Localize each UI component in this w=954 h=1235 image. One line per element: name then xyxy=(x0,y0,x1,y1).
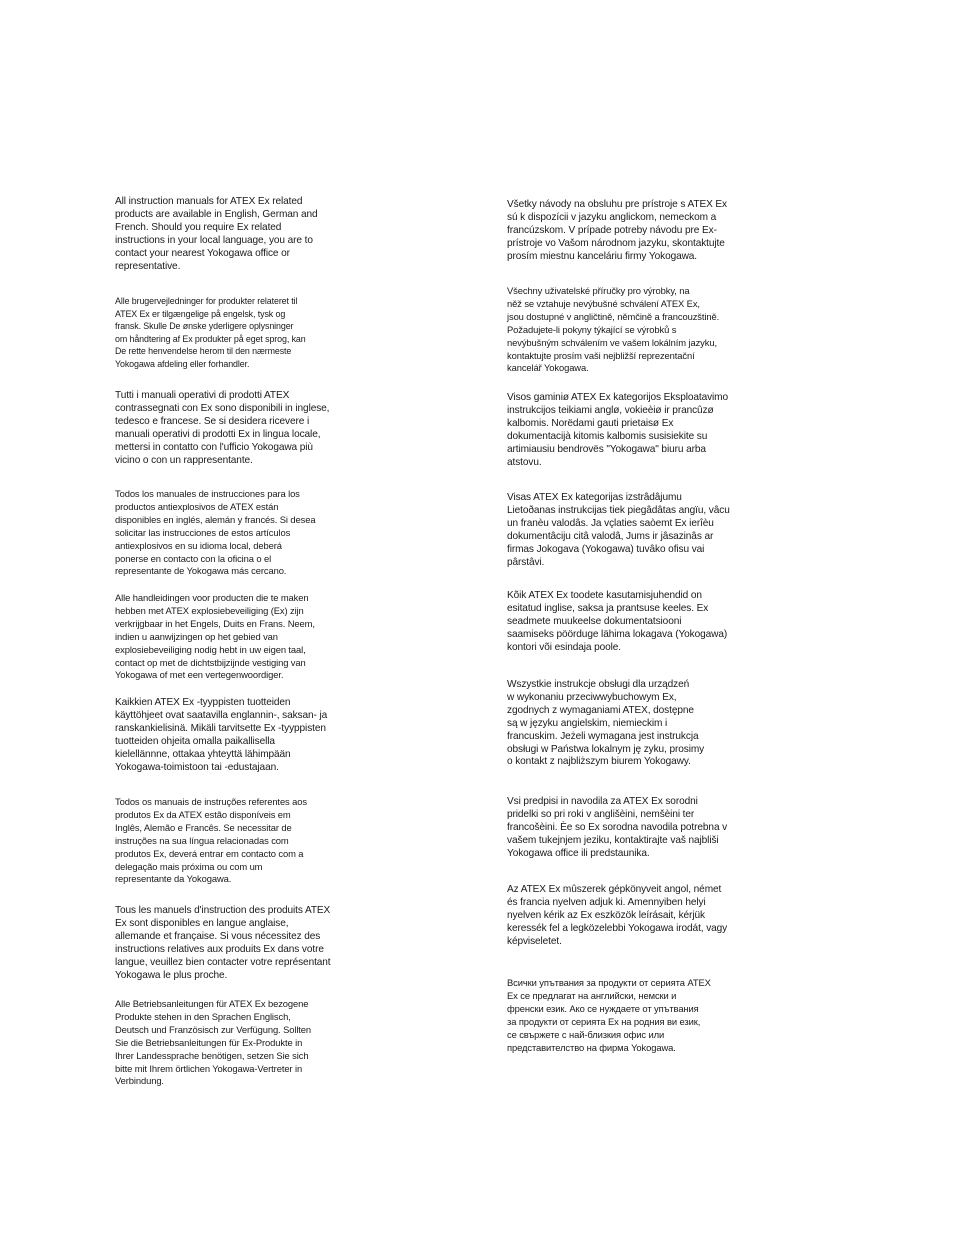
paragraph-portuguese: Todos os manuais de instruções referentes aos produtos Ex da ATEX estão disponíveis em Inglês, Alemão e Francês. Se necessitar de instruções na sua língua relacionadas com produtos Ex, deverá entrar em contacto com a delegação mais próxima ou com um representante da Yokogawa. xyxy=(115,796,307,885)
paragraph-french: Tous les manuels d'instruction des produits ATEX Ex sont disponibles en langue anglaise, allemande et française. Si vous nécessitez des instructions relatives aux produits Ex dans votre langue, veuillez bien contacter votre représentant Yokogawa le plus proche. xyxy=(115,905,331,981)
paragraph-slovenian: Vsi predpisi in navodila za ATEX Ex sorodni pridelki so pri roki v anglišèini, nemšèini ter francošèini. Èe so Ex sorodna navodila potrebna v vašem tukejnjem jeziku, kontaktirajte vaš najbliši Yokogawa office ili predstaunika. xyxy=(507,796,728,859)
paragraph-latvian: Visas ATEX Ex kategorijas izstrâdâjumu Lietoðanas instrukcijas tiek piegâdâtas angïu, vâcu un franèu valodâs. Ja vçlaties saòemt Ex ierîèu dokumentâciju citâ valodâ, Jums ir jâsazinâs ar firmas Jokogava (Yokogawa) tuvâko ofisu vai pârstâvi. xyxy=(507,492,730,568)
paragraph-german: Alle Betriebsanleitungen für ATEX Ex bezogene Produkte stehen in den Sprachen Englisch, Deutsch und Französisch zur Verfügung. Sollten Sie die Betriebsanleitungen für Ex-Produkte in Ihrer Landessprache benötigen, setzen Sie sich bitte mit Ihrem örtlichen Yokogawa-Vertreter in Verbindung. xyxy=(115,998,312,1087)
paragraph-hungarian: Az ATEX Ex mûszerek gépkönyveit angol, német és francia nyelven adjuk ki. Amennyiben helyi nyelven kérik az Ex eszközök leírásait, kérjük keressék fel a legközelebbi Yokogawa irodát, vagy képviseletet. xyxy=(507,884,728,947)
paragraph-slovak: Všetky návody na obsluhu pre prístroje s ATEX Ex sú k dispozícii v jazyku anglickom, nemeckom a francúzskom. V prípade potreby návodu pre Ex- prístroje vo Vašom národnom jazyku, skontaktujte prosím miestnu kanceláriu firmy Yokogawa. xyxy=(507,199,727,262)
paragraph-danish: Alle brugervejledninger for produkter relateret til ATEX Ex er tilgængelige på engelsk, tysk og fransk. Skulle De ønske yderligere oplysninger om håndtering af Ex produkter på eget sprog, kan De rette henvendelse herom til den nærmeste Yokogawa afdeling eller forhandler. xyxy=(115,296,306,369)
paragraph-finnish: Kaikkien ATEX Ex -tyyppisten tuotteiden käyttöhjeet ovat saatavilla englannin-, saksan- ja ranskankielisinä. Mikäli tarvitsette Ex -tyyppisten tuotteiden ohjeita omalla paikallisella kielellännne, ottakaa yhteyttä lähimpään Yokogawa-toimistoon tai -edustajaan. xyxy=(115,697,328,773)
paragraph-dutch: Alle handleidingen voor producten die te maken hebben met ATEX explosiebeveiliging (Ex) zijn verkrijgbaar in het Engels, Duits en Frans. Neem, indien u aanwijzingen op het gebied van explosiebeveiliging nodig hebt in uw eigen taal, contact op met de dichtstbijzijnde vestiging van Yokogawa of met een vertegenwoordiger. xyxy=(115,592,315,681)
paragraph-lithuanian: Visos gaminiø ATEX Ex kategorijos Eksploatavimo instrukcijos teikiami anglø, vokieèiø ir prancûzø kalbomis. Norëdami gauti prietaisø Ex dokumentacijà kitomis kalbomis susisiekite su artimiausiu bendrovës "Yokogawa" biuru arba atstovu. xyxy=(507,392,729,468)
paragraph-bulgarian: Всички упътвания за продукти от серията ATEX Ex се предлагат на английски, немски и френски език. Ако се нуждаете от упътвания за продукти от серията Ex на родния ви език, се свържете с най-близкия офис или представителство на фирма Yokogawa. xyxy=(507,977,711,1053)
paragraph-english: All instruction manuals for ATEX Ex related products are available in English, German and French. Should you require Ex related instructions in your local language, you are to contact your nearest Yokogawa office or representative. xyxy=(115,196,318,272)
paragraph-estonian: Kõik ATEX Ex toodete kasutamisjuhendid on esitatud inglise, saksa ja prantsuse keeles. Ex seadmete muukeelse dokumentatsiooni saamiseks pöörduge lähima lokagava (Yokogawa) kontori või esindaja poole. xyxy=(507,590,728,653)
paragraph-spanish: Todos los manuales de instrucciones para los productos antiexplosivos de ATEX están disponibles en inglés, alemán y francés. Si desea solicitar las instrucciones de estos artículos antiexplosivos en su idioma local, deberá ponerse en contacto con la oficina o el representante de Yokogawa más cercano. xyxy=(115,488,316,577)
paragraph-italian: Tutti i manuali operativi di prodotti ATEX contrassegnati con Ex sono disponibili in inglese, tedesco e francese. Se si desidera ricevere i manuali operativi di prodotti Ex in lingua locale, mettersi in contatto con l'ufficio Yokogawa più vicino o con un rappresentante. xyxy=(115,390,330,466)
paragraph-czech: Všechny uživatelské příručky pro výrobky, na něž se vztahuje nevýbušné schválení ATEX Ex, jsou dostupné v angličtině, němčině a francouzštině. Požadujete-li pokyny týkající se výrobků s nevýbušným schválením ve vašem lokálním jazyku, kontaktujte prosím vaši nejbližší reprezentační kancelář Yokogawa. xyxy=(507,285,720,374)
paragraph-polish: Wszystkie instrukcje obsługi dla urządzeń w wykonaniu przeciwwybuchowym Ex, zgodnych z wymaganiami ATEX, dostępne są w języku angielskim, niemieckim i francuskim. Jeżeli wymagana jest instrukcja obsługi w Państwa lokalnym ję zyku, prosimy o kontakt z najbliższym biurem Yokogawy. xyxy=(507,679,705,768)
